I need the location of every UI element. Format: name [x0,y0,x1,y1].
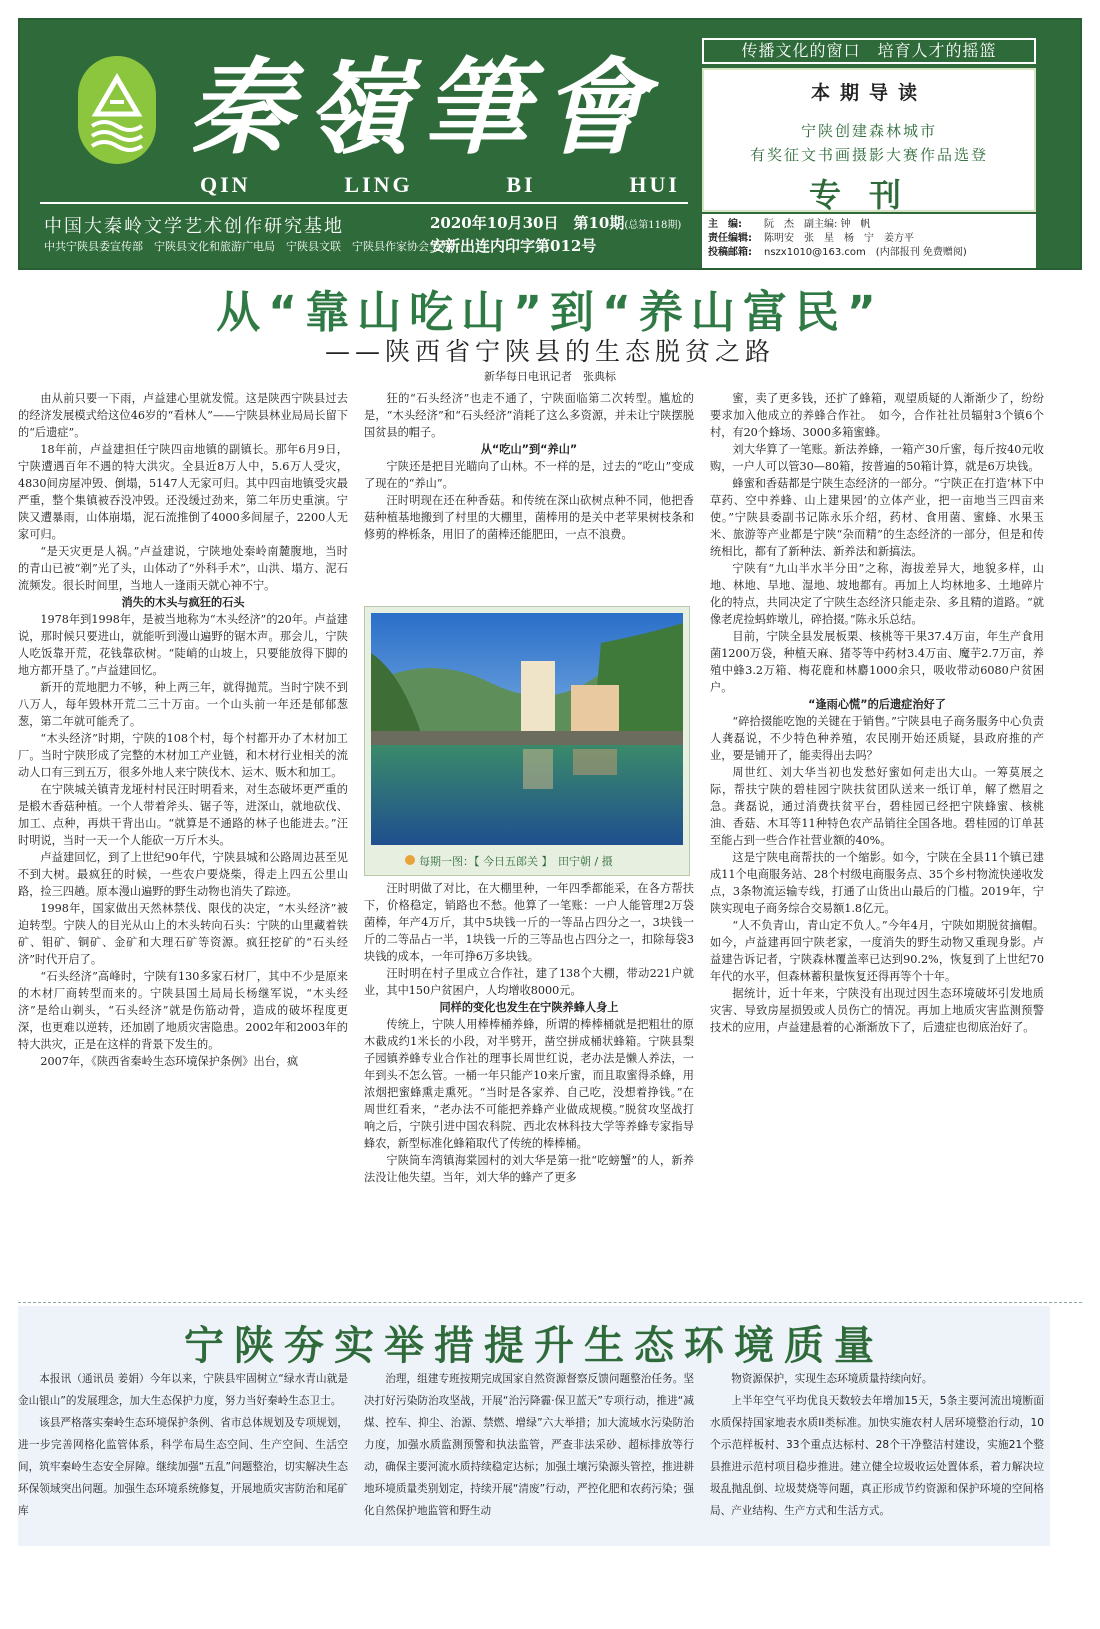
paragraph: 目前，宁陕全县发展板栗、核桃等干果37.4万亩，年生产食用菌1200万袋，种植天麻、猪苓等中药材3.4万亩、魔芋2.7万亩，养殖中蜂3.2万箱、梅花鹿和林麝1000余只，吸收带动6080户贫困户。 [710,630,1044,694]
paragraph: 1978年到1998年，是被当地称为“木头经济”的20年。卢益建说，那时候只要进山，就能听到漫山遍野的锯木声。那会儿，宁陕人吃饭靠开荒，花钱靠砍树。“陡峭的山坡上，只要能放得下脚的地方都开垦了。”卢益建回忆。 [18,613,348,677]
caption-dot-icon [405,855,415,865]
pinyin-syllable: LING [344,172,413,197]
photo-image [371,613,683,845]
masthead-pinyin [200,172,680,198]
paragraph: 1998年，国家做出天然林禁伐、限伐的决定，“木头经济”被迫转型。宁陕人的目光从山上的木头转向石头：宁陕的山里藏着铁矿、钼矿、铜矿、金矿和大理石矿等资源。疯狂挖矿的“石头经济”时代开启了。 [18,902,348,966]
paragraph: “是天灾更是人祸。”卢益建说，宁陕地处秦岭南麓腹地，当时的青山已被“剃”光了头，山体动了“外科手术”，山洪、塌方、泥石流频发。很长时间里，当地人一逢雨天就心神不宁。 [18,545,348,592]
slogan-box: 传播文化的窗口 培育人才的摇篮 [702,38,1036,64]
sponsors-line: 中共宁陕县委宣传部 宁陕县文化和旅游广电局 宁陕县文联 宁陕县作家协会主办 [44,240,451,253]
issue-date [430,212,681,233]
editor-row [708,232,1030,246]
paragraph: 宁陕筒车湾镇海棠园村的刘大华是第一批“吃螃蟹”的人，新养法没让他失望。当年，刘大华的蜂产了更多 [364,1154,694,1184]
section-subhead: 同样的变化也发生在宁陕养蜂人身上 [439,1001,619,1014]
paragraph: 新开的荒地肥力不够，种上两三年，就得抛荒。当时宁陕不到八万人，每年毁林开荒二三十万亩。一个山头前一年还是郁郁葱葱，第二年就可能秃了。 [18,681,348,728]
paragraph: 宁陕有“九山半水半分田”之称，海拔差异大，地貌多样，山地、林地、旱地、湿地、坡地都有。再加上人均林地多、土地碎片化的特点，共同决定了宁陕生态经济只能走杂、多且精的道路。“就像老虎捡蚂蚱墩儿，碎拾掇。”陈永乐总结。 [710,562,1044,626]
paragraph: 蜜，卖了更多钱，还扩了蜂箱，观望质疑的人渐渐少了，纷纷要求加入他成立的养蜂合作社。 如今，合作社社员辐射3个镇6个村，有20个蜂场、3000多箱蜜蜂。 [710,392,1044,439]
paragraph: “石头经济”高峰时，宁陕有130多家石材厂，其中不少是原来的木材厂商转型而来的。宁陕县国土局局长杨继军说，“木头经济”是给山剃头，“石头经济”就是伤筋动骨，造成的破坏程度更深，也更难以逆转，还加剧了地质灾害隐患。2002年和2003年的特大洪灾，正是在这样的背景下发生的。 [18,970,348,1051]
editor-label: 主 编: [708,219,742,230]
paragraph: 18年前，卢益建担任宁陕四亩地镇的副镇长。那年6月9日，宁陕遭遇百年不遇的特大洪灾。全县近8万人中，5.6万人受灾，4830间房屋冲毁、倒塌，5147人无家可归。其中四亩地镇受灾最严重，整个集镇被吞没冲毁。还没缓过劲来，第二年历史重演。宁陕又遭暴雨，山体崩塌，泥石流推倒了4000多间屋子，2200人无家可归。 [18,443,348,541]
paragraph: 传统上，宁陕人用棒棒桶养蜂，所谓的棒棒桶就是把粗壮的原木截成约1米长的小段，对半劈开，凿空拼成桶状蜂箱。宁陕县梨子园镇养蜂专业合作社的理事长周世红说，老办法是懒人养法，一年到头不怎么管。一桶一年只能产10来斤蜜，而且取蜜得杀蜂，用浓烟把蜜蜂熏走熏死。“当时是各家养、自己吃，没想着挣钱。”在周世红看来，“老办法不可能把养蜂产业做成规模。”脱贫攻坚战打响之后，宁陕引进中国农科院、西北农林科技大学等养蜂专家指导蜂农，新型标准化蜂箱取代了传统的棒棒桶。 [364,1018,694,1150]
pinyin-syllable: QIN [200,172,251,197]
editor-credits [702,214,1036,268]
paragraph: 这是宁陕电商帮扶的一个缩影。如今，宁陕在全县11个镇已建成11个电商服务站、28个村级电商服务点、35个乡村物流快递收发点，3条物流运输专线，打通了山货出山最后的门槛。2019年，宁陕实现电子商务综合交易额1.8亿元。 [710,851,1044,915]
print-permit: 安新出连内印字第012号 [430,237,597,255]
paragraph: 宁陕还是把目光瞄向了山林。不一样的是，过去的“吃山”变成了现在的“养山”。 [364,460,694,490]
paragraph: 2007年，《陕西省秦岭生态环境保护条例》出台，疯 [40,1055,299,1068]
section-subhead: 消失的木头与疯狂的石头 [121,596,245,609]
issue-guide [702,68,1036,212]
editor-row [708,218,1030,232]
issue-date-text: 2020年10月30日 第10期 [430,214,625,232]
guide-title: 本期导读 [810,82,927,104]
editor-label: 责任编辑: [708,233,752,244]
paragraph: 刘大华算了一笔账。新法养蜂，一箱产30斤蜜，每斤按40元收购，一户人可以管30—80箱，按普遍的50箱计算，就是6万块钱。 [710,443,1044,473]
paragraph: 汪时明做了对比，在大棚里种，一年四季都能采，在各方帮扶下，价格稳定，销路也不愁。他算了一笔账：一户人能管理2万袋菌棒，年产4万斤，其中5块钱一斤的一等品占四分之一，3块钱一斤的二等品占一半，1块钱一斤的三等品也占四分之一，扣除每袋3块钱的成本，一年可挣6万多块钱。 [364,882,694,963]
paragraph: 上半年空气平均优良天数较去年增加15天，5条主要河流出境断面水质保持国家地表水质II类标准。加快实施农村人居环境整治行动，10个示范样板村、33个重点达标村、28个干净整洁村建设，实施21个整县推进示范村项目稳步推进。建立健全垃圾收运处置体系，着力解决垃圾乱抛乱倒、垃圾焚烧等问题，真正形成节约资源和保护环境的空间格局、产业结构、生产方式和生活方式。 [710,1395,1044,1517]
guide-line-1: 宁陕创建森林城市 [800,122,937,140]
masthead-divider [40,202,688,204]
paragraph: 卢益建回忆，到了上世纪90年代，宁陕县城和公路周边甚至见不到大树。最疯狂的时候，一些农户要烧柴，得走上四五公里山路，捡三四趟。原本漫山遍野的野生动物也消失了踪迹。 [18,851,348,898]
logo-icon [78,56,156,164]
paragraph: 据统计，近十年来，宁陕没有出现过因生态环境破坏引发地质灾害、导致房屋损毁或人员伤亡的情况。再加上地质灾害监测预警技术的应用，卢益建悬着的心渐渐放下了，后遗症也彻底治好了。 [710,987,1044,1034]
article-headline: 从“靠山吃山”到“养山富民” [216,287,884,338]
paragraph: 在宁陕城关镇青龙垭村村民汪时明看来，对生态破坏更严重的是椴木香菇种植。一个人带着斧头、锯子等，进深山，就地砍伐、加工、点种，再烘干背出山。“就算是不通路的林子也能进去。”汪时明说，当时一天一个人能砍一万斤木头。 [18,783,348,847]
paragraph: 治理，组建专班按期完成国家自然资源督察反馈问题整治任务。坚决打好污染防治攻坚战，开展“治污降霾·保卫蓝天”专项行动，推进“减煤、控车、抑尘、治源、禁燃、增绿”六大举措；加大流域水污染防治力度，加强水质监测预警和执法监管，严查非法采砂、超标排放等行动，确保主要河流水质持续稳定达标；加强土壤污染源头管控，推进耕地环境质量类别划定，持续开展“清废”行动，严控化肥和农药污染；强化自然保护地监管和野生动 [364,1373,694,1517]
section-divider [18,1302,1082,1303]
paragraph: “木头经济”时期，宁陕的108个村，每个村都开办了木材加工厂。当时宁陕形成了完整的木材加工产业链，和木材行业相关的流动人口有三到五万，很多外地人来宁陕伐木、运木、贩木和加工。 [18,732,348,779]
bottom-column-2 [364,1368,694,1544]
article-byline: 新华每日电讯记者 张典标 [484,370,616,383]
paragraph: 汪时明现在还在种香菇。和传统在深山砍树点种不同，他把香菇种植基地搬到了村里的大棚里，菌棒用的是关中老苹果树枝条和修剪的桦栎条，用旧了的菌棒还能肥田，一点不浪费。 [364,494,694,541]
editor-value: 陈明安 张 星 杨 宁 姜方平 [764,233,914,244]
caption-label: 每期一图： [419,855,474,868]
editor-row [708,246,1030,260]
article-column-2 [364,390,694,596]
article-column-2-continued [364,880,694,1302]
article-subhead: ——陕西省宁陕县的生态脱贫之路 [324,337,775,366]
bottom-column-3 [710,1368,1044,1544]
paragraph: 汪时明在村子里成立合作社，建了138个大棚，带动221户就业，其中150户贫困户，人均增收8000元。 [364,967,694,997]
paragraph: 由从前只要一下雨，卢益建心里就发慌。这是陕西宁陕县过去的经济发展模式给这位46岁的“看林人”——宁陕县林业局局长留下的“后遗症”。 [18,392,348,439]
article-column-1 [18,390,348,1300]
masthead-title: 秦嶺筆會 [188,46,661,169]
featured-photo [364,606,690,876]
paragraph: 狂的“石头经济”也走不通了，宁陕面临第二次转型。尴尬的是，“木头经济”和“石头经济”消耗了这么多资源，并未让宁陕摆脱国贫县的帽子。 [364,392,694,439]
paragraph: 本报讯（通讯员 姜娟）今年以来，宁陕县牢固树立“绿水青山就是金山银山”的发展理念，加大生态保护力度，努力当好秦岭生态卫士。 [18,1373,348,1407]
editor-value: nszx1010@163.com (内部报刊 免费赠阅) [764,247,967,258]
editor-label: 投稿邮箱: [708,247,752,258]
paragraph: “碎拾掇能吃饱的关键在于销售。”宁陕县电子商务服务中心负责人龚磊说，不少特色种养殖，农民刚开始还质疑，县政府推的产业，要是铺开了，能卖得出去吗？ [710,715,1044,762]
pinyin-syllable: HUI [629,172,680,197]
masthead [18,18,1082,270]
caption-credit: 田宁朝 / 摄 [558,855,613,868]
issue-total: (总第118期) [624,220,682,231]
paragraph: 蜂蜜和香菇都是宁陕生态经济的一部分。“宁陕正在打造‘林下中草药、空中养蜂、山上建果园’的立体产业，把一亩地当三四亩来使。”宁陕县委副书记陈永乐介绍，药材、食用菌、蜜蜂、水果玉米、旅游等产业都是宁陕“杂而精”的生态经济的一部分，但是和传统相比，都有了新种法、新养法和新搞法。 [710,477,1044,558]
paragraph: “人不负青山，青山定不负人。”今年4月，宁陕如期脱贫摘帽。如今，卢益建再回宁陕老家，一度消失的野生动物又重现身影。卢益建告诉记者，宁陕森林覆盖率已达到90.2%，恢复到了上世纪70年代的水平，但森林蓄积量恢复还得再等个十年。 [710,919,1044,983]
newspaper-page [18,18,1082,1613]
pinyin-syllable: BI [506,172,536,197]
paragraph: 周世红、刘大华当初也发愁好蜜如何走出大山。一筹莫展之际，帮扶宁陕的碧桂园宁陕扶贫团队送来一纸订单，解了燃眉之急。龚磊说，通过消费扶贫平台，碧桂园已经把宁陕蜂蜜、核桃油、香菇、木耳等11种特色农产品销往全国各地。碧桂园的订单甚至能占到一些合作社营业额的40%。 [710,766,1044,847]
section-subhead: 从“吃山”到“养山” [480,443,578,456]
section-subhead: “逢雨心慌”的后遗症治好了 [808,698,946,711]
paragraph: 物资源保护，实现生态环境质量持续向好。 [731,1373,933,1385]
guide-special: 专刊 [808,176,929,214]
article-column-3 [710,390,1044,1300]
paragraph: 该县严格落实秦岭生态环境保护条例、省市总体规划及专项规划，进一步完善网格化监管体系，科学布局生态空间、生产空间、生活空间，筑牢秦岭生态安全屏障。继续加强“五乱”问题整治，切实解决生态环保领域突出问题。加强生态环境系统修复，开展地质灾害防治和尾矿库 [18,1417,348,1517]
guide-line-2: 有奖征文书画摄影大赛作品选登 [749,146,988,164]
caption-title: 【 今日五郎关 】 [474,855,547,868]
photo-caption [405,853,685,869]
base-title: 中国大秦岭文学艺术创作研究基地 [44,216,344,237]
bottom-column-1 [18,1368,348,1544]
bottom-headline: 宁陕夯实举措提升生态环境质量 [184,1323,884,1369]
editor-value: 阮 杰 副主编: 钟 帆 [764,219,871,230]
